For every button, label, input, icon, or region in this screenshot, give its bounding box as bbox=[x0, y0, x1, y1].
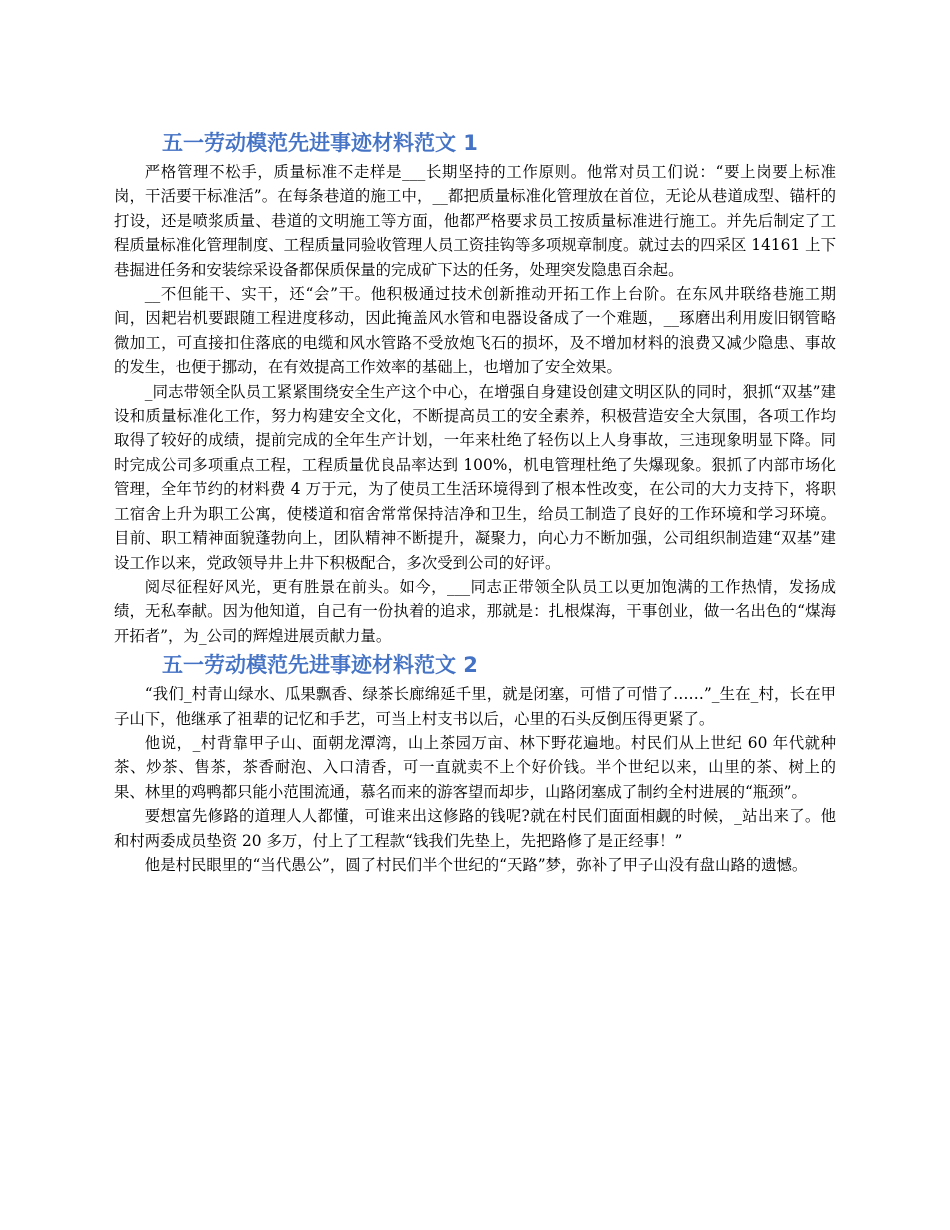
paragraph: 阅尽征程好风光，更有胜景在前头。如今，___同志正带领全队员工以更加饱满的工作热情，发扬成绩，无私奉献。因为他知道，自己有一份执着的追求，那就是：扎根煤海，干事创业，做一名出色的“煤海开拓者”，为_公司的辉煌进展贡献力量。 bbox=[114, 577, 836, 645]
paragraph: _同志带领全队员工紧紧围绕安全生产这个中心，在增强自身建设创建文明区队的同时，狠抓“双基”建设和质量标准化工作，努力构建安全文化，不断提高员工的安全素养，积极营造安全大氛围，各项工作均取得了较好的成绩，提前完成的全年生产计划，一年来杜绝了轻伤以上人身事故，三违现象明显下降。同时完成公司多项重点工程，工程质量优良品率达到 100%，机电管理杜绝了失爆现象。狠抓了内部市场化管理，全年节约的材料费 4 万于元，为了使员工生活环境得到了根本性改变，在公司的大力支持下，将职工宿舍上升为职工公寓，使楼道和宿舍常常保持洁净和卫生，给员工制造了良好的工作环境和学习环境。目前、职工精神面貌蓬勃向上，团队精神不断提升，凝聚力，向心力不断加强，公司组织制造建“双基”建设工作以来，党政领导井上井下积极配合，多次受到公司的好评。 bbox=[114, 382, 836, 572]
section-heading-2: 五一劳动模范先进事迹材料范文 2 bbox=[162, 653, 478, 678]
paragraph: 他说，_村背靠甲子山、面朝龙潭湾，山上茶园万亩、林下野花遍地。村民们从上世纪 60 年代就种茶、炒茶、售茶，茶香耐泡、入口清香，可一直就卖不上个好价钱。半个世纪以来，山里的茶、树上的果、林里的鸡鸭都只能小范围流通，慕名而来的游客望而却步，山路闭塞成了制约全村进展的“瓶颈”。 bbox=[114, 733, 836, 801]
paragraph: “我们_村青山绿水、瓜果飘香、绿茶长廊绵延千里，就是闭塞，可惜了可惜了……”_生在_村，长在甲子山下，他继承了祖辈的记忆和手艺，可当上村支书以后，心里的石头反倒压得更紧了。 bbox=[114, 685, 836, 728]
document-body bbox=[114, 126, 836, 877]
paragraph: 他是村民眼里的“当代愚公”，圆了村民们半个世纪的“天路”梦，弥补了甲子山没有盘山路的遗憾。 bbox=[144, 855, 808, 874]
paragraph: 要想富先修路的道理人人都懂，可谁来出这修路的钱呢?就在村民们面面相觑的时候，_站出来了。他和村两委成员垫资 20 多万，付上了工程款“钱我们先垫上，先把路修了是正经事！” bbox=[114, 807, 836, 850]
paragraph: 严格管理不松手，质量标准不走样是___长期坚持的工作原则。他常对员工们说：“要上岗要上标准岗，干活要干标准活”。在每条巷道的施工中，__都把质量标准化管理放在首位，无论从巷道成型、锚杆的打设，还是喷浆质量、巷道的文明施工等方面，他都严格要求员工按质量标准进行施工。并先后制定了工程质量标准化管理制度、工程质量同验收管理人员工资挂钩等多项规章制度。就过去的四采区 14161 上下巷掘进任务和安装综采设备都保质保量的完成矿下达的任务，处理突发隐患百余起。 bbox=[114, 163, 836, 279]
section-heading-1: 五一劳动模范先进事迹材料范文 1 bbox=[162, 131, 478, 155]
paragraph: __不但能干、实干，还“会”干。他积极通过技术创新推动开拓工作上台阶。在东风井联络巷施工期间，因耙岩机要跟随工程进度移动，因此掩盖风水管和电器设备成了一个难题，__琢磨出利用废旧钢管略微加工，可直接扣住落底的电缆和风水管路不受放炮飞石的损坏，及不增加材料的浪费又减少隐患、事故的发生，也便于挪动，在有效提高工作效率的基础上，也增加了安全效果。 bbox=[114, 285, 836, 377]
